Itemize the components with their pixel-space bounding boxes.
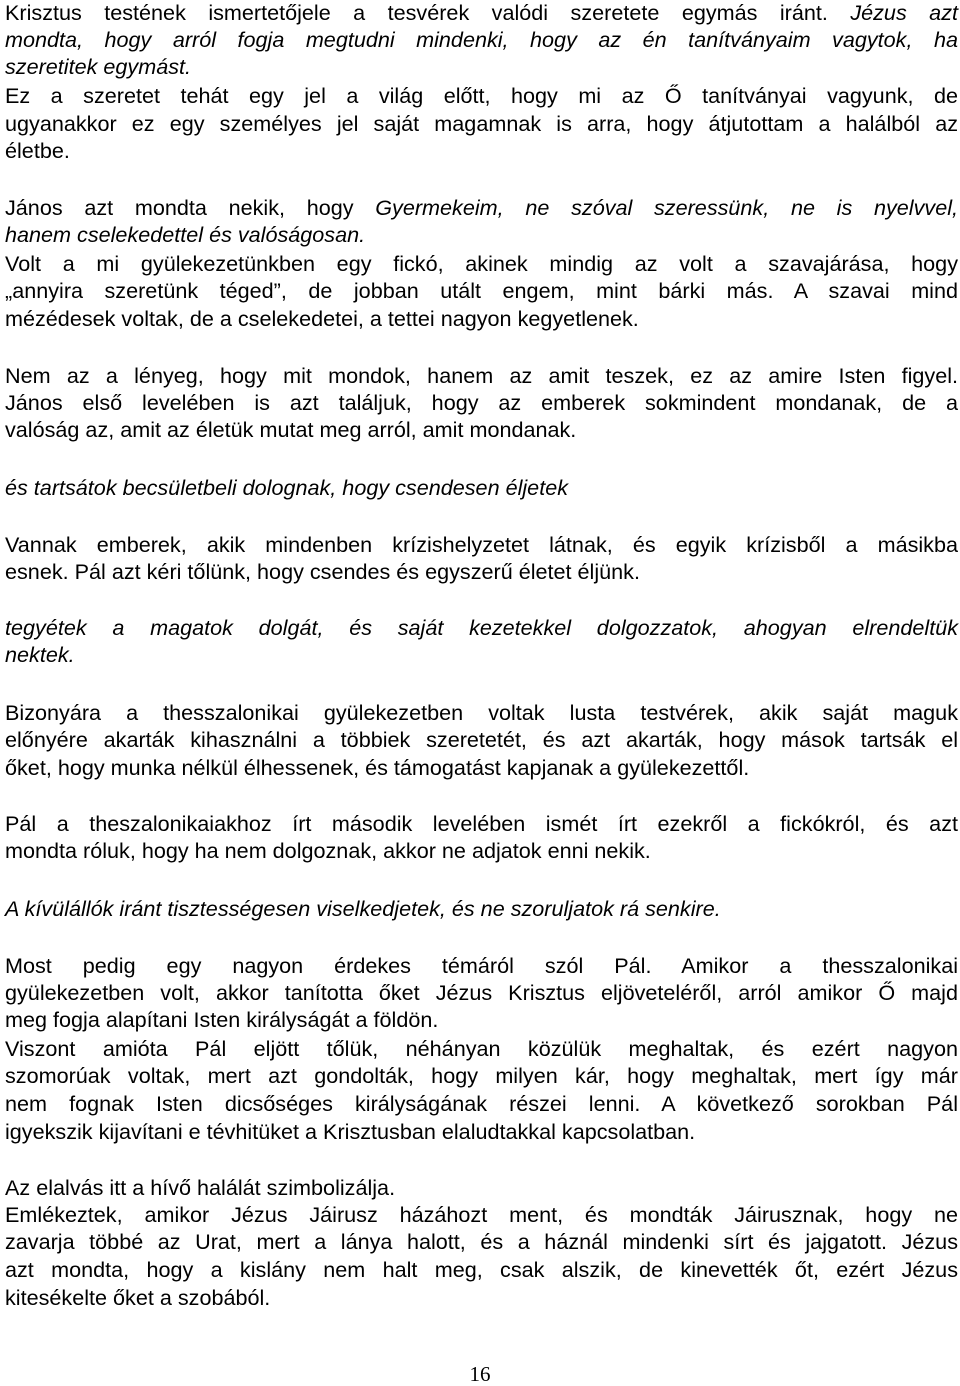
- text-line: [5, 952, 958, 980]
- text-line: [5, 1201, 958, 1229]
- text-line: [5, 1035, 958, 1063]
- text-run: esnek. Pál azt kéri tőlünk, hogy csendes és egyszerű életet éljünk.: [5, 559, 640, 584]
- italic-quote: mondta, hogy arról fogja megtudni mindenki, hogy az én tanítványaim vagytok, ha: [5, 27, 958, 52]
- text-run: Volt a mi gyülekezetünkben egy fickó, akinek mindig az volt a szavajárása, hogy: [5, 251, 958, 276]
- italic-quote: szeretitek egymást.: [5, 54, 192, 79]
- text-line: [5, 250, 958, 278]
- italic-quote: Jézus azt: [850, 0, 958, 25]
- text-line: [5, 726, 958, 754]
- italic-quote: tegyétek a magatok dolgát, és saját kezetekkel dolgozzatok, ahogyan elrendeltük: [5, 615, 958, 640]
- italic-quote: A kívülállók iránt tisztességesen viselkedjetek, és ne szoruljatok rá senkire.: [5, 896, 721, 921]
- text-line: [5, 0, 958, 27]
- text-line: [5, 895, 958, 923]
- text-line: [5, 837, 958, 865]
- page-number: 16: [469, 1362, 491, 1386]
- text-run: Pál a theszalonikaiakhoz írt második levelében ismét írt ezekről a fickókról, és azt: [5, 811, 958, 836]
- text-line: [5, 1228, 958, 1256]
- text-line: [5, 137, 958, 165]
- text-run: János első levelében is azt találjuk, hogy az emberek sokmindent mondanak, de a: [5, 390, 958, 415]
- text-line: [5, 699, 958, 727]
- text-run: valóság az, amit az életük mutat meg arról, amit mondanak.: [5, 417, 577, 442]
- text-line: [5, 1062, 958, 1090]
- text-line: [5, 614, 958, 642]
- text-line: [5, 754, 958, 782]
- text-run: zavarja többé az Urat, mert a lánya halott, és a háznál mindenki sírt és jajgatott. Jézus: [5, 1229, 958, 1254]
- italic-quote: Gyermekeim, ne szóval szeressünk, ne is nyelvvel,: [375, 195, 958, 220]
- text-run: Az elalvás itt a hívő halálát szimbolizálja.: [5, 1175, 396, 1200]
- text-run: szomorúak voltak, mert azt gondolták, hogy milyen kár, hogy meghaltak, mert így már: [5, 1063, 958, 1088]
- text-line: [5, 1006, 958, 1034]
- text-run: Ez a szeretet tehát egy jel a világ előtt, hogy mi az Ő tanítványai vagyunk, de: [5, 83, 958, 108]
- text-run: Bizonyára a thesszalonikai gyülekezetben voltak lusta testvérek, akik saját maguk: [5, 700, 958, 725]
- text-line: [5, 558, 958, 586]
- text-line: [5, 110, 958, 138]
- text-line: [5, 1090, 958, 1118]
- text-run: kitesékelte őket a szobából.: [5, 1285, 271, 1310]
- text-line: [5, 416, 958, 444]
- text-run: Viszont amióta Pál eljött tőlük, néhányan közülük meghaltak, és ezért nagyon: [5, 1036, 958, 1061]
- text-run: mondta róluk, hogy ha nem dolgoznak, akkor ne adjatok enni nekik.: [5, 838, 651, 863]
- text-run: igyekszik kijavítani e tévhitüket a Krisztusban elaludtakkal kapcsolatban.: [5, 1119, 696, 1144]
- text-run: nem fognak Isten dicsőséges királyságának részei lenni. A következő sorokban Pál: [5, 1091, 958, 1116]
- text-run: Most pedig egy nagyon érdekes témáról szól Pál. Amikor a thesszalonikai: [5, 953, 958, 978]
- text-line: [5, 1256, 958, 1284]
- text-line: [5, 474, 958, 502]
- italic-quote: és tartsátok becsületbeli dolognak, hogy csendesen éljetek: [5, 475, 568, 500]
- text-run: gyülekezetben volt, akkor tanította őket Jézus Krisztus eljöveteléről, arról amikor Ő majd: [5, 980, 958, 1005]
- text-run: Krisztus testének ismertetőjele a tesvérek valódi szeretete egymás iránt.: [5, 0, 851, 25]
- text-run: őket, hogy munka nélkül élhessenek, és támogatást kapjanak a gyülekezettől.: [5, 755, 750, 780]
- text-run: előnyére akarták kihasználni a többiek szeretetét, és azt akarták, hogy mások tartsák el: [5, 727, 958, 752]
- text-line: [5, 810, 958, 838]
- text-line: [5, 979, 958, 1007]
- text-line: [5, 1284, 958, 1312]
- text-run: Emlékeztek, amikor Jézus Jáirusz házáhozt ment, és mondták Jáirusznak, hogy ne: [5, 1202, 958, 1227]
- text-run: mézédesek voltak, de a cselekedetei, a tettei nagyon kegyetlenek.: [5, 306, 639, 331]
- text-run: ugyanakkor ez egy személyes jel saját magamnak is arra, hogy átjutottam a halálból az: [5, 111, 958, 136]
- text-line: [5, 305, 958, 333]
- text-line: [5, 362, 958, 390]
- text-line: [5, 1118, 958, 1146]
- text-line: [5, 641, 958, 669]
- text-line: [5, 221, 958, 249]
- text-run: „annyira szeretünk téged”, de jobban utált engem, mint bárki más. A szavai mind: [5, 278, 958, 303]
- text-line: [5, 389, 958, 417]
- text-line: [5, 277, 958, 305]
- text-run: Nem az a lényeg, hogy mit mondok, hanem az amit teszek, ez az amire Isten figyel.: [5, 363, 958, 388]
- italic-quote: nektek.: [5, 642, 75, 667]
- text-run: meg fogja alapítani Isten királyságát a földön.: [5, 1007, 439, 1032]
- text-run: életbe.: [5, 138, 70, 163]
- text-line: [5, 82, 958, 110]
- text-run: Vannak emberek, akik mindenben krízishelyzetet látnak, és egyik krízisből a másikba: [5, 532, 958, 557]
- text-run: János azt mondta nekik, hogy: [5, 195, 376, 220]
- italic-quote: hanem cselekedettel és valóságosan.: [5, 222, 366, 247]
- text-run: azt mondta, hogy a kislány nem halt meg, csak alszik, de kinevették őt, ezért Jézus: [5, 1257, 958, 1282]
- text-line: [5, 26, 958, 54]
- text-line: [5, 53, 958, 81]
- text-line: [5, 1174, 958, 1202]
- text-line: [5, 194, 958, 222]
- text-line: [5, 531, 958, 559]
